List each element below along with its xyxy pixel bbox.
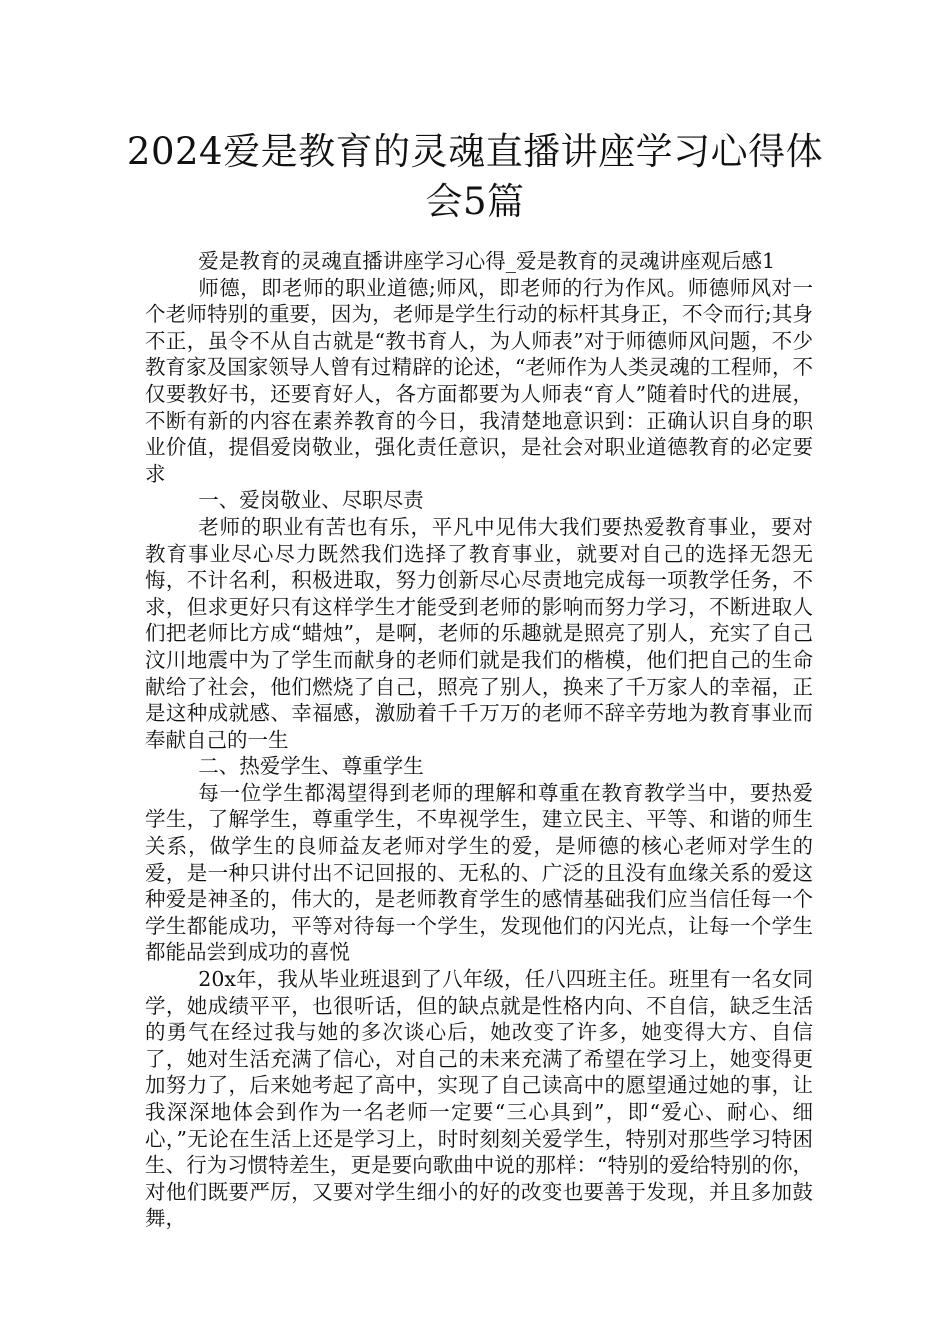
paragraph-5: 20x年，我从毕业班退到了八年级，任八四班主任。班里有一名女同学，她成绩平平，也很听话，但的缺点就是性格内向、不自信，缺乏生活的勇气在经过我与她的多次谈心后，她改变了许多，她变得大方、自信了，她对生活充满了信心，对自己的未来充满了希望在学习上，她变得更加努力了，后来她考起了高中，实现了自己读高中的愿望通过她的事，让我深深地体会到作为一名老师一定要“三心具到”，即“爱心、耐心、细心，”无论在生活上还是学习上，时时刻刻关爱学生，特别对那些学习特困生、行为习惯特差生，更是要向歌曲中说的那样：“特别的爱给特别的你，对他们既要严厉，又要对学生细小的好的改变也要善于发现，并且多加鼓舞， <box>145 967 813 1231</box>
section-heading-1: 一、爱岗敬业、尽职尽责 <box>198 488 424 513</box>
paragraph-2: 师德，即老师的职业道德;师风，即老师的行为作风。师德师风对一个老师特别的重要，因为，老师是学生行动的标杆其身正，不令而行;其身不正，虽令不从自古就是“教书育人，为人师表”对于师德师风问题，不少教育家及国家领导人曾有过精辟的论述，“老师作为人类灵魂的工程师，不仅要教好书，还要育好人，各方面都要为人师表“育人”随着时代的进展，不断有新的内容在素养教育的今日，我清楚地意识到：正确认识自身的职业价值，提倡爱岗敬业，强化责任意识，是社会对职业道德教育的必定要求 <box>145 275 813 486</box>
paragraph-1: 爱是教育的灵魂直播讲座学习心得_爱是教育的灵魂讲座观后感1 <box>198 249 776 273</box>
section-heading-2: 二、热爱学生、尊重学生 <box>198 754 424 779</box>
paragraph-3: 老师的职业有苦也有乐，平凡中见伟大我们要热爱教育事业，要对教育事业尽心尽力既然我们选择了教育事业，就要对自己的选择无怨无悔，不计名利，积极进取，努力创新尽心尽责地完成每一项教学任务，不求，但求更好只有这样学生才能受到老师的影响而努力学习，不断进取人们把老师比方成“蜡烛”，是啊，老师的乐趣就是照亮了别人，充实了自己汶川地震中为了学生而献身的老师们就是我们的楷模，他们把自己的生命献给了社会，他们燃烧了自己，照亮了别人，换来了千万家人的幸福，正是这种成就感、幸福感，激励着千千万万的老师不辞辛劳地为教育事业而奉献自己的一生 <box>145 514 813 752</box>
document-body <box>145 248 813 1232</box>
document-title: 2024爱是教育的灵魂直播讲座学习心得体会5篇 <box>126 130 824 223</box>
paragraph-4: 每一位学生都渴望得到老师的理解和尊重在教育教学当中，要热爱学生，了解学生，尊重学生，不卑视学生，建立民主、平等、和谐的师生关系，做学生的良师益友老师对学生的爱，是师德的核心老师对学生的爱，是一种只讲付出不记回报的、无私的、广泛的且没有血缘关系的爱这种爱是神圣的，伟大的，是老师教育学生的感情基础我们应当信任每一个学生都能成功，平等对待每一个学生，发现他们的闪光点，让每一个学生都能品尝到成功的喜悦 <box>145 780 813 965</box>
